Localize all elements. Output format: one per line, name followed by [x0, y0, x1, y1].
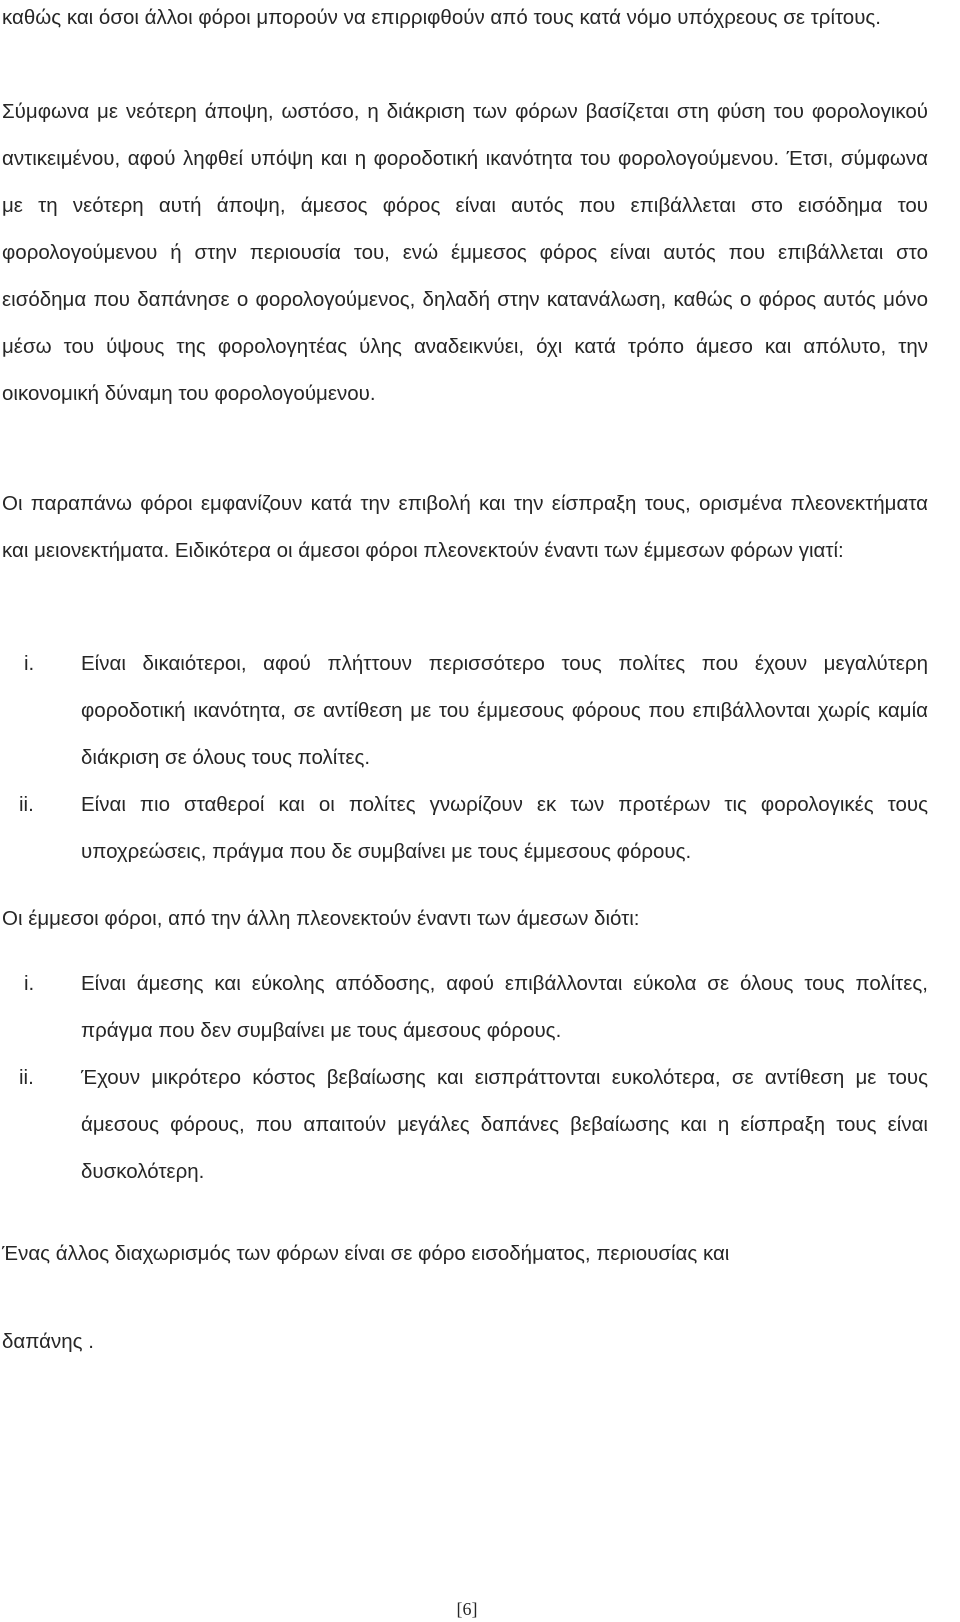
list-marker: ii. — [19, 1066, 34, 1089]
paragraph-other-classification: Ένας άλλος διαχωρισμός των φόρων είναι σε φόρο εισοδήματος, περιουσίας και — [2, 1242, 730, 1265]
direct-tax-advantages-list — [2, 640, 928, 875]
paragraph-continuation: καθώς και όσοι άλλοι φόροι μπορούν να επιρριφθούν από τους κατά νόμο υπόχρεους σε τρίτους. — [2, 6, 881, 29]
list-marker: ii. — [19, 793, 34, 816]
list-item — [2, 1054, 928, 1195]
list-item — [2, 640, 928, 781]
indirect-tax-advantages-list — [2, 960, 928, 1195]
list-marker: i. — [24, 652, 35, 675]
paragraph-other-classification-end: δαπάνης . — [2, 1330, 94, 1353]
page-number: [6] — [456, 1599, 478, 1619]
paragraph-direct-tax-advantages-intro: Οι παραπάνω φόροι εμφανίζουν κατά την επιβολή και την είσπραξη τους, ορισμένα πλεονεκτήματα και μειονεκτήματα. Ειδικότερα οι άμεσοι φόροι πλεονεκτούν έναντι των έμμεσων φόρων γιατί: — [2, 492, 928, 562]
list-item-text: Έχουν μικρότερο κόστος βεβαίωσης και εισπράττονται ευκολότερα, σε αντίθεση με τους άμεσους φόρους, που απαιτούν μεγάλες δαπάνες βεβαίωσης και η είσπραξη τους είναι δυσκολότερη. — [81, 1066, 928, 1183]
paragraph-tax-distinction: Σύμφωνα με νεότερη άποψη, ωστόσο, η διάκριση των φόρων βασίζεται στη φύση του φορολογικού αντικειμένου, αφού ληφθεί υπόψη και η φοροδοτική ικανότητα του φορολογούμενου. Έτσι, σύμφωνα με τη νεότερη αυτή άποψη, άμεσος φόρος είναι αυτός που επιβάλλεται στο εισόδημα του φορολογούμενου ή στην περιουσία του, ενώ έμμεσος φόρος είναι αυτός που επιβάλλεται στο εισόδημα που δαπάνησε ο φορολογούμενος, δηλαδή στην κατανάλωση, καθώς ο φόρος αυτός μόνο μέσω του ύψους της φορολογητέας ύλης αναδεικνύει, όχι κατά τρόπο άμεσο και απόλυτο, την οικονομική δύναμη του φορολογούμενου. — [2, 100, 928, 405]
list-marker: i. — [24, 972, 35, 995]
paragraph-indirect-tax-advantages-intro: Οι έμμεσοι φόροι, από την άλλη πλεονεκτούν έναντι των άμεσων διότι: — [2, 907, 640, 930]
list-item-text: Είναι πιο σταθεροί και οι πολίτες γνωρίζουν εκ των προτέρων τις φορολογικές τους υποχρεώσεις, πράγμα που δε συμβαίνει με τους έμμεσους φόρους. — [81, 793, 928, 863]
list-item-text: Είναι άμεσης και εύκολης απόδοσης, αφού επιβάλλονται εύκολα σε όλους τους πολίτες, πράγμα που δεν συμβαίνει με τους άμεσους φόρους. — [81, 972, 928, 1042]
list-item-text: Είναι δικαιότεροι, αφού πλήττουν περισσότερο τους πολίτες που έχουν μεγαλύτερη φοροδοτική ικανότητα, σε αντίθεση με του έμμεσους φόρους που επιβάλλονται χωρίς καμία διάκριση σε όλους τους πολίτες. — [81, 652, 928, 769]
list-item — [2, 781, 928, 875]
list-item — [2, 960, 928, 1054]
